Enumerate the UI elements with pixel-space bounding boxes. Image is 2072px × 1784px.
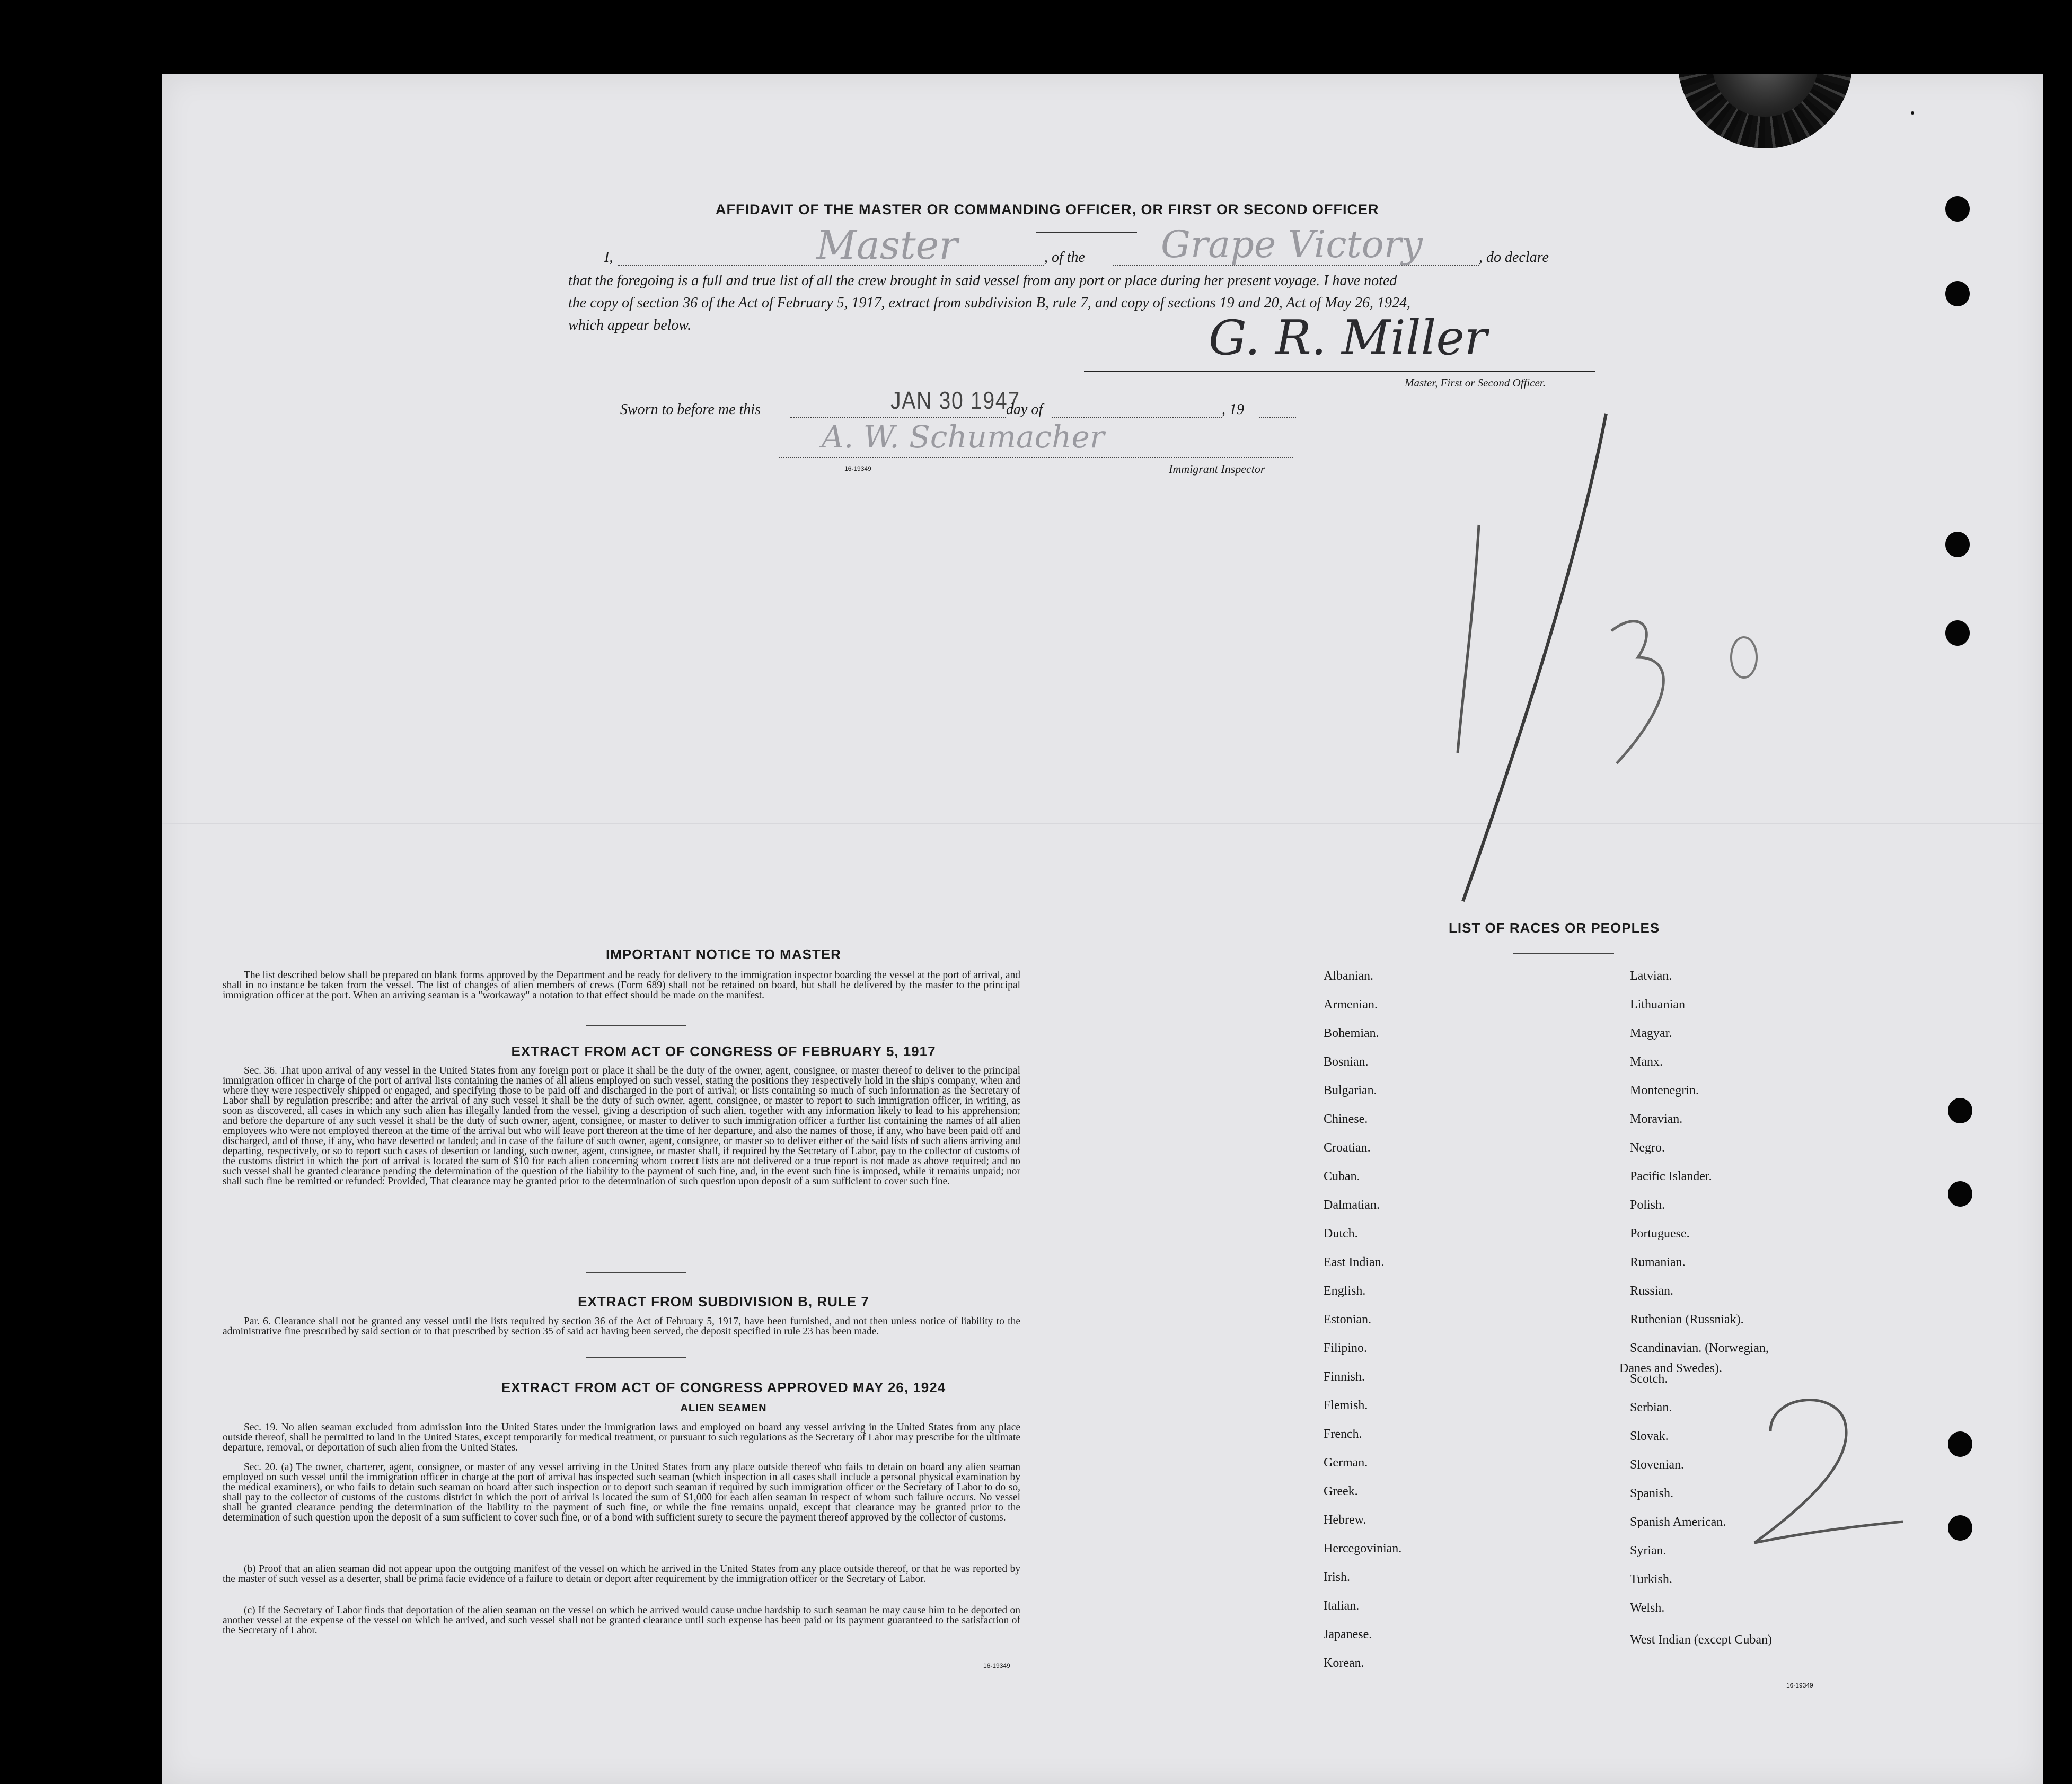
master-signature: G. R. Miller <box>1209 310 1487 366</box>
race-left-item: Korean. <box>1324 1656 1364 1670</box>
race-left-item: Chinese. <box>1324 1112 1368 1126</box>
race-right-item: Welsh. <box>1630 1601 1665 1615</box>
handwritten-stroke-1 <box>1458 525 1479 753</box>
race-left-item: Dalmatian. <box>1324 1198 1380 1212</box>
race-left-item: Finnish. <box>1324 1370 1365 1384</box>
affidavit-body-line-3: which appear below. <box>568 317 692 333</box>
sworn-date-line <box>790 417 1006 418</box>
binder-hole <box>1945 196 1970 222</box>
race-left-item: Cuban. <box>1324 1170 1360 1183</box>
race-right-item: Spanish American. <box>1630 1515 1726 1529</box>
race-right-item: Rumanian. <box>1630 1255 1686 1269</box>
race-right-item: Polish. <box>1630 1198 1665 1212</box>
race-right-item: Spanish. <box>1630 1487 1674 1500</box>
race-right-item: Montenegrin. <box>1630 1084 1699 1097</box>
race-left-item: Hercegovinian. <box>1324 1542 1402 1555</box>
race-right-item: Manx. <box>1630 1055 1663 1069</box>
extract3-subtitle: ALIEN SEAMEN <box>680 1402 767 1414</box>
race-left-item: Greek. <box>1324 1484 1358 1498</box>
race-left-item: Irish. <box>1324 1570 1350 1584</box>
divider <box>586 1357 686 1358</box>
race-left-item: Dutch. <box>1324 1227 1358 1241</box>
race-right-item: Portuguese. <box>1630 1227 1690 1241</box>
binder-hole <box>1945 620 1970 646</box>
race-right-item: West Indian (except Cuban) <box>1630 1633 1772 1647</box>
races-title: LIST OF RACES OR PEOPLES <box>1449 920 1660 936</box>
year-line <box>1259 417 1296 418</box>
race-right-item: Serbian. <box>1630 1401 1672 1414</box>
race-right-item: Pacific Islander. <box>1630 1170 1712 1183</box>
race-right-item: Scandinavian. (Norwegian, <box>1630 1341 1769 1355</box>
do-declare-label: , do declare <box>1479 249 1549 266</box>
race-left-item: Japanese. <box>1324 1628 1372 1641</box>
race-left-item: Flemish. <box>1324 1399 1368 1412</box>
race-left-item: Bosnian. <box>1324 1055 1369 1069</box>
race-right-item: Scotch. <box>1630 1372 1668 1386</box>
of-the-label: , of the <box>1044 249 1085 266</box>
signature-caption: Master, First or Second Officer. <box>1405 376 1546 389</box>
officer-rank-handwritten: Master <box>816 223 958 268</box>
race-left-item: Filipino. <box>1324 1341 1368 1355</box>
handwritten-two-svg <box>1733 1384 1914 1553</box>
races-form-code: 16-19349 <box>1786 1682 1813 1689</box>
race-right-item: Moravian. <box>1630 1112 1683 1126</box>
extract1-title: EXTRACT FROM ACT OF CONGRESS OF FEBRUARY 5, 1917 <box>511 1043 936 1059</box>
month-line <box>1052 417 1222 418</box>
binder-hole <box>1948 1181 1972 1207</box>
extract3-sec20b: (b) Proof that an alien seaman did not appear upon the outgoing manifest of the vessel on which he arrived in the United States from any place outside thereof, or that he was reported by the master of such vessel as a deserter, shall be prima facie evidence of a failure to detain or deport after requirement by the immigration officer or the Secretary of Labor. <box>223 1563 1020 1585</box>
sworn-label: Sworn to before me this <box>620 401 761 418</box>
handwritten-mark-svg <box>1431 392 1770 912</box>
notice-title: IMPORTANT NOTICE TO MASTER <box>606 946 841 962</box>
notice-form-code: 16-19349 <box>983 1662 1010 1669</box>
extract3-sec19: Sec. 19. No alien seaman excluded from admission into the United States under the immigration laws and employed on board any vessel arriving in the United States from any place outside thereof, shall be permitted to land in the United States, except temporarily for medical treatment, or pursuant to such regulations as the Secretary of Labor may prescribe for the ultimate departure, removal, or deportation of such alien from the United States. <box>223 1422 1020 1453</box>
extract2-text: Par. 6. Clearance shall not be granted any vessel until the lists required by section 36 of the Act of February 5, 1917, have been furnished, and not then unless notice of liability to the administrative fine prescribed by said section or to that prescribed by section 35 of said act having been served, the deposit specified in rule 23 has been made. <box>223 1316 1020 1337</box>
race-left-item: East Indian. <box>1324 1255 1385 1269</box>
date-stamp: JAN 30 1947 <box>890 386 1020 414</box>
handwritten-zero <box>1731 637 1757 678</box>
affidavit-i-label: I, <box>604 249 613 266</box>
year-prefix: , 19 <box>1222 401 1244 418</box>
race-left-item: Bulgarian. <box>1324 1084 1377 1097</box>
handwritten-slash <box>1463 414 1606 901</box>
race-left-item: Italian. <box>1324 1599 1360 1613</box>
race-right-item: Negro. <box>1630 1141 1665 1155</box>
affidavit-body-line-1: that the foregoing is a full and true list of all the crew brought in said vessel from any port or place during her present voyage. I have noted <box>568 273 1397 289</box>
race-left-item: Armenian. <box>1324 998 1378 1012</box>
affidavit-title: AFFIDAVIT OF THE MASTER OR COMMANDING OFFICER, OR FIRST OR SECOND OFFICER <box>716 201 1379 217</box>
race-left-item: Croatian. <box>1324 1141 1371 1155</box>
affidavit-body-line-2: the copy of section 36 of the Act of February 5, 1917, extract from subdivision B, rule 7, and copy of sections 19 and 20, Act of May 26, 1924, <box>568 295 1411 311</box>
binder-hole <box>1948 1515 1972 1541</box>
speck <box>1911 111 1914 115</box>
signature-line <box>1084 371 1595 372</box>
race-right-item: Latvian. <box>1630 969 1672 983</box>
handwritten-three <box>1611 621 1663 763</box>
race-left-item: Albanian. <box>1324 969 1373 983</box>
binder-hole <box>1948 1431 1972 1457</box>
race-left-item: German. <box>1324 1456 1368 1470</box>
race-right-item: Syrian. <box>1630 1544 1667 1558</box>
race-right-item: Turkish. <box>1630 1572 1672 1586</box>
vessel-name-handwritten: Grape Victory <box>1161 223 1423 266</box>
race-scandinavian-continued: Danes and Swedes). <box>1619 1361 1722 1375</box>
inspector-signature: A. W. Schumacher <box>822 419 1105 455</box>
race-right-item: Slovenian. <box>1630 1458 1684 1472</box>
race-right-item: Lithuanian <box>1630 998 1685 1012</box>
day-of-label: day of <box>1006 401 1043 418</box>
race-right-item: Russian. <box>1630 1284 1674 1298</box>
extract3-sec20a: Sec. 20. (a) The owner, charterer, agent, consignee, or master of any vessel arriving in the United States from any place outside thereof who fails to detain on board any alien seaman employed on such vessel until the immigration officer in charge at the port of arrival has inspected such seaman (which inspection in all cases shall include a personal physical examination by the medical examiners), or who fails to detain such seaman on board after such inspection or to deport such seaman if required by such immigration officer or the Secretary of Labor to do so, shall pay to the collector of customs of the customs district in which the port of arrival is located the sum of $1,000 for each alien seaman in respect of whom such failure occurs. No vessel shall be granted clearance pending the determination of the liability to the payment of such fine, or while the fine remains unpaid, except that clearance may be granted prior to the determination of such question upon the deposit of a sum sufficient to cover such fine, or of a bond with sufficient surety to secure the payment thereof approved by the collector of customs. <box>223 1462 1020 1523</box>
binder-hole <box>1948 1098 1972 1123</box>
handwritten-two-stroke <box>1754 1400 1903 1543</box>
notice-text: The list described below shall be prepared on blank forms approved by the Department and be ready for delivery to the immigration inspector boarding the vessel at the port of arrival, and shall in no instance be taken from the vessel. The list of changes of alien members of crews (Form 689) shall not be retained on board, but shall be delivered by the master to the principal immigration officer at the port. When an arriving seaman is a "workaway" a notation to that effect should be made on the manifest. <box>223 970 1020 1001</box>
binder-hole <box>1945 532 1970 557</box>
extract2-title: EXTRACT FROM SUBDIVISION B, RULE 7 <box>578 1294 869 1310</box>
race-left-item: English. <box>1324 1284 1366 1298</box>
extract3-sec20c: (c) If the Secretary of Labor finds that deportation of the alien seaman on the vessel on which he arrived would cause undue hardship to such seaman he may cause him to be deported on another vessel at the expense of the vessel on which he arrived, and such vessel shall not be granted clearance until such expense has been paid or its payment guaranteed to the satisfaction of the Secretary of Labor. <box>223 1605 1020 1636</box>
binder-hole <box>1945 281 1970 306</box>
divider <box>586 1272 686 1273</box>
race-right-item: Slovak. <box>1630 1429 1669 1443</box>
extract3-title: EXTRACT FROM ACT OF CONGRESS APPROVED MAY 26, 1924 <box>501 1379 946 1395</box>
notary-seal <box>1678 74 1853 154</box>
divider <box>1036 232 1137 233</box>
inspector-line <box>779 457 1293 458</box>
race-left-item: Bohemian. <box>1324 1026 1379 1040</box>
extract1-text: Sec. 36. That upon arrival of any vessel in the United States from any foreign port or place it shall be the duty of the owner, agent, consignee, or master thereof to deliver to the principal immigration officer in charge of the port of arrival lists containing the names of all aliens employed on such vessel, stating the positions they respectively hold in the ship's company, when and where they were respectively shipped or engaged, and specifying those to be paid off and discharged in the port of arrival; or lists containing so much of such information as the Secretary of Labor shall by regulation prescribe; and after the arrival of any such vessel it shall be the duty of such owner, agent, consignee, or master to report to such immigration officer, in writing, as soon as discovered, all cases in which any such alien has illegally landed from the vessel, giving a description of such alien, together with any information likely to lead to his apprehension; and before the departure of any such vessel it shall be the duty of such owner, agent, consignee, or master to deliver to such immigration officer a further list containing the names of all alien employees who were not employed thereon at the time of the arrival but who will leave port thereon at the time of her departure, and also the names of those, if any, who have been paid off and discharged, and of those, if any, who have deserted or landed; and in case of the failure of such owner, agent, consignee, or master so to deliver either of the said lists of such aliens arriving and departing, respectively, or so to report such cases of desertion or landing, such owner, agent, consignee, or master shall, if required by the Secretary of Labor, pay to the collector of customs of the customs district in which the port of arrival is located the sum of $10 for each alien concerning whom correct lists are not delivered or a true report is not made as above required; and no such vessel shall be granted clearance pending the determination of the question of the liability to the payment of such fine, and, in the event such fine is imposed, while it remains unpaid; nor shall such fine be remitted or refunded: Provided, That clearance may be granted prior to the determination of such question upon deposit of a sum sufficient to cover such fine. <box>223 1065 1020 1187</box>
divider <box>1513 953 1614 954</box>
inspector-caption: Immigrant Inspector <box>1169 462 1265 476</box>
race-left-item: French. <box>1324 1427 1362 1441</box>
race-left-item: Estonian. <box>1324 1313 1371 1326</box>
race-right-item: Ruthenian (Russniak). <box>1630 1313 1744 1326</box>
race-right-item: Magyar. <box>1630 1026 1672 1040</box>
divider <box>586 1025 686 1026</box>
race-left-item: Hebrew. <box>1324 1513 1366 1527</box>
form-code: 16-19349 <box>844 465 871 472</box>
